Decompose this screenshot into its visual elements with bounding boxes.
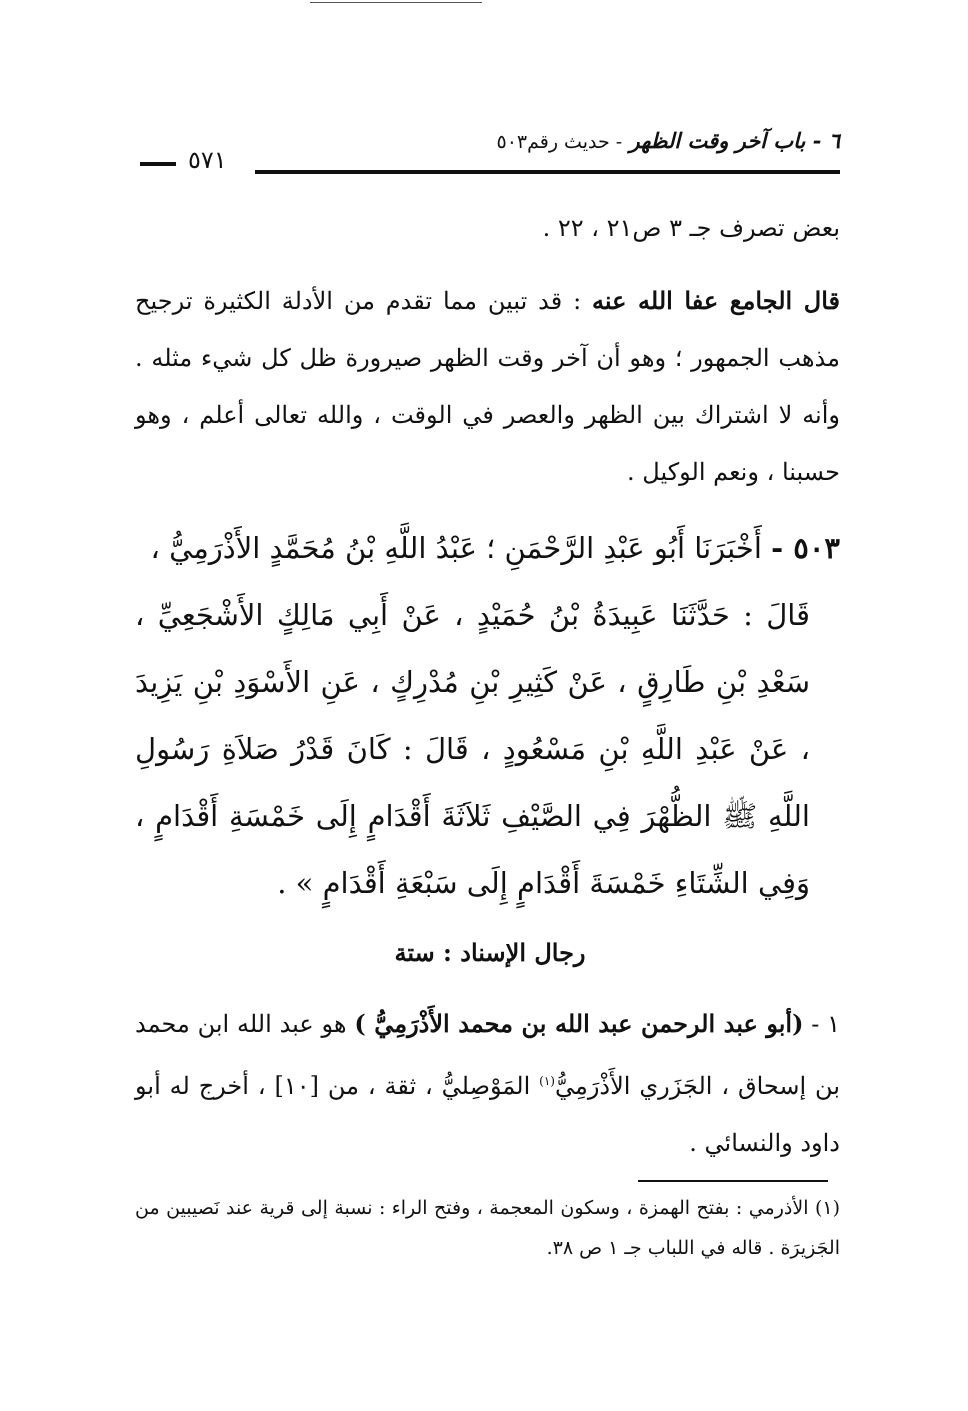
narrator-text-part1: هو عبد الله ابن محمد بن إسحاق ، الجَزَري الأَذْرَمِيُّ [135,1010,840,1100]
page-number-dash [140,162,176,166]
narrator-entry [135,995,840,1172]
narrator-name: (أبو عبد الرحمن عبد الله بن محمد الأَذْرَمِيُّ ) [354,1009,804,1038]
chapter-title [496,128,840,153]
page-number: ٥٧١ [188,146,227,174]
hadith-number: ٥٠٣ - [771,531,840,565]
narrator-text-part2: المَوْصِليُّ ، ثقة ، من [١٠] ، أخرج له أبو داود والنسائي . [135,1072,840,1157]
hadith-isnad-first-line: أَخْبَرَنَا أَبُو عَبْدِ الرَّحْمَنِ ؛ عَبْدُ اللَّهِ بْنُ مُحَمَّدٍ الأَذْرَمِيُّ ، [150,531,772,565]
compiler-lead: قال الجامع عفا الله عنه [592,286,840,315]
footnote-text: (١) الأذرمي : بفتح الهمزة ، وسكون المعجمة ، وفتح الراء : نسبة إلى قرية عند نَصيبين من الجَزيرَة . قاله في اللباب جـ ١ ص ٣٨. [135,1197,840,1259]
paragraph-compiler-comment [135,272,840,501]
section-heading: رجال الإسناد : ستة [394,938,586,967]
compiler-comment-text: : قد تبين مما تقدم من الأدلة الكثيرة ترجيح مذهب الجمهور ؛ وهو أن آخر وقت الظهر صيرورة ظل كل شيء مثله . وأنه لا اشتراك بين الظهر والعصر في الوقت ، والله تعالى أعلم ، وهو حسبنا ، ونعم الوكيل . [135,287,840,486]
footnote-rule [638,1180,828,1182]
header-rule [255,170,840,174]
chapter-title-text: ٦ - باب آخر وقت الظهر [629,128,840,153]
footnote-reference: (١) [539,1074,555,1088]
top-decorative-rule [310,2,482,3]
hadith-text [135,515,840,917]
hadith-number-subtitle: - حديث رقم٥٠٣ [496,131,623,153]
footnote [135,1188,840,1268]
paragraph-continuation [135,200,840,257]
running-header [140,128,840,178]
hadith-body: قَالَ : حَدَّثَنَا عَبِيدَةُ بْنُ حُمَيْدٍ ، عَنْ أَبِي مَالِكٍ الأَشْجَعِيِّ ، سَعْدِ بْنِ طَارِقٍ ، عَنْ كَثِيرِ بْنِ مُدْرِكٍ ، عَنِ الأَسْوَدِ بْنِ يَزِيدَ ، عَنْ عَبْدِ اللَّهِ بْنِ مَسْعُودٍ ، قَالَ : كَانَ قَدْرُ صَلاَةِ رَسُولِ اللَّهِ ﷺ الظُّهْرَ فِي الصَّيْفِ ثَلاَثَةَ أَقْدَامٍ إِلَى خَمْسَةِ أَقْدَامٍ ، وَفِي الشِّتَاءِ خَمْسَةَ أَقْدَامٍ إِلَى سَبْعَةِ أَقْدَامٍ » . [135,598,810,900]
paragraph-continuation-text: بعض تصرف جـ ٣ ص٢١ ، ٢٢ . [542,214,840,242]
narrator-number: ١ - [803,1010,840,1038]
